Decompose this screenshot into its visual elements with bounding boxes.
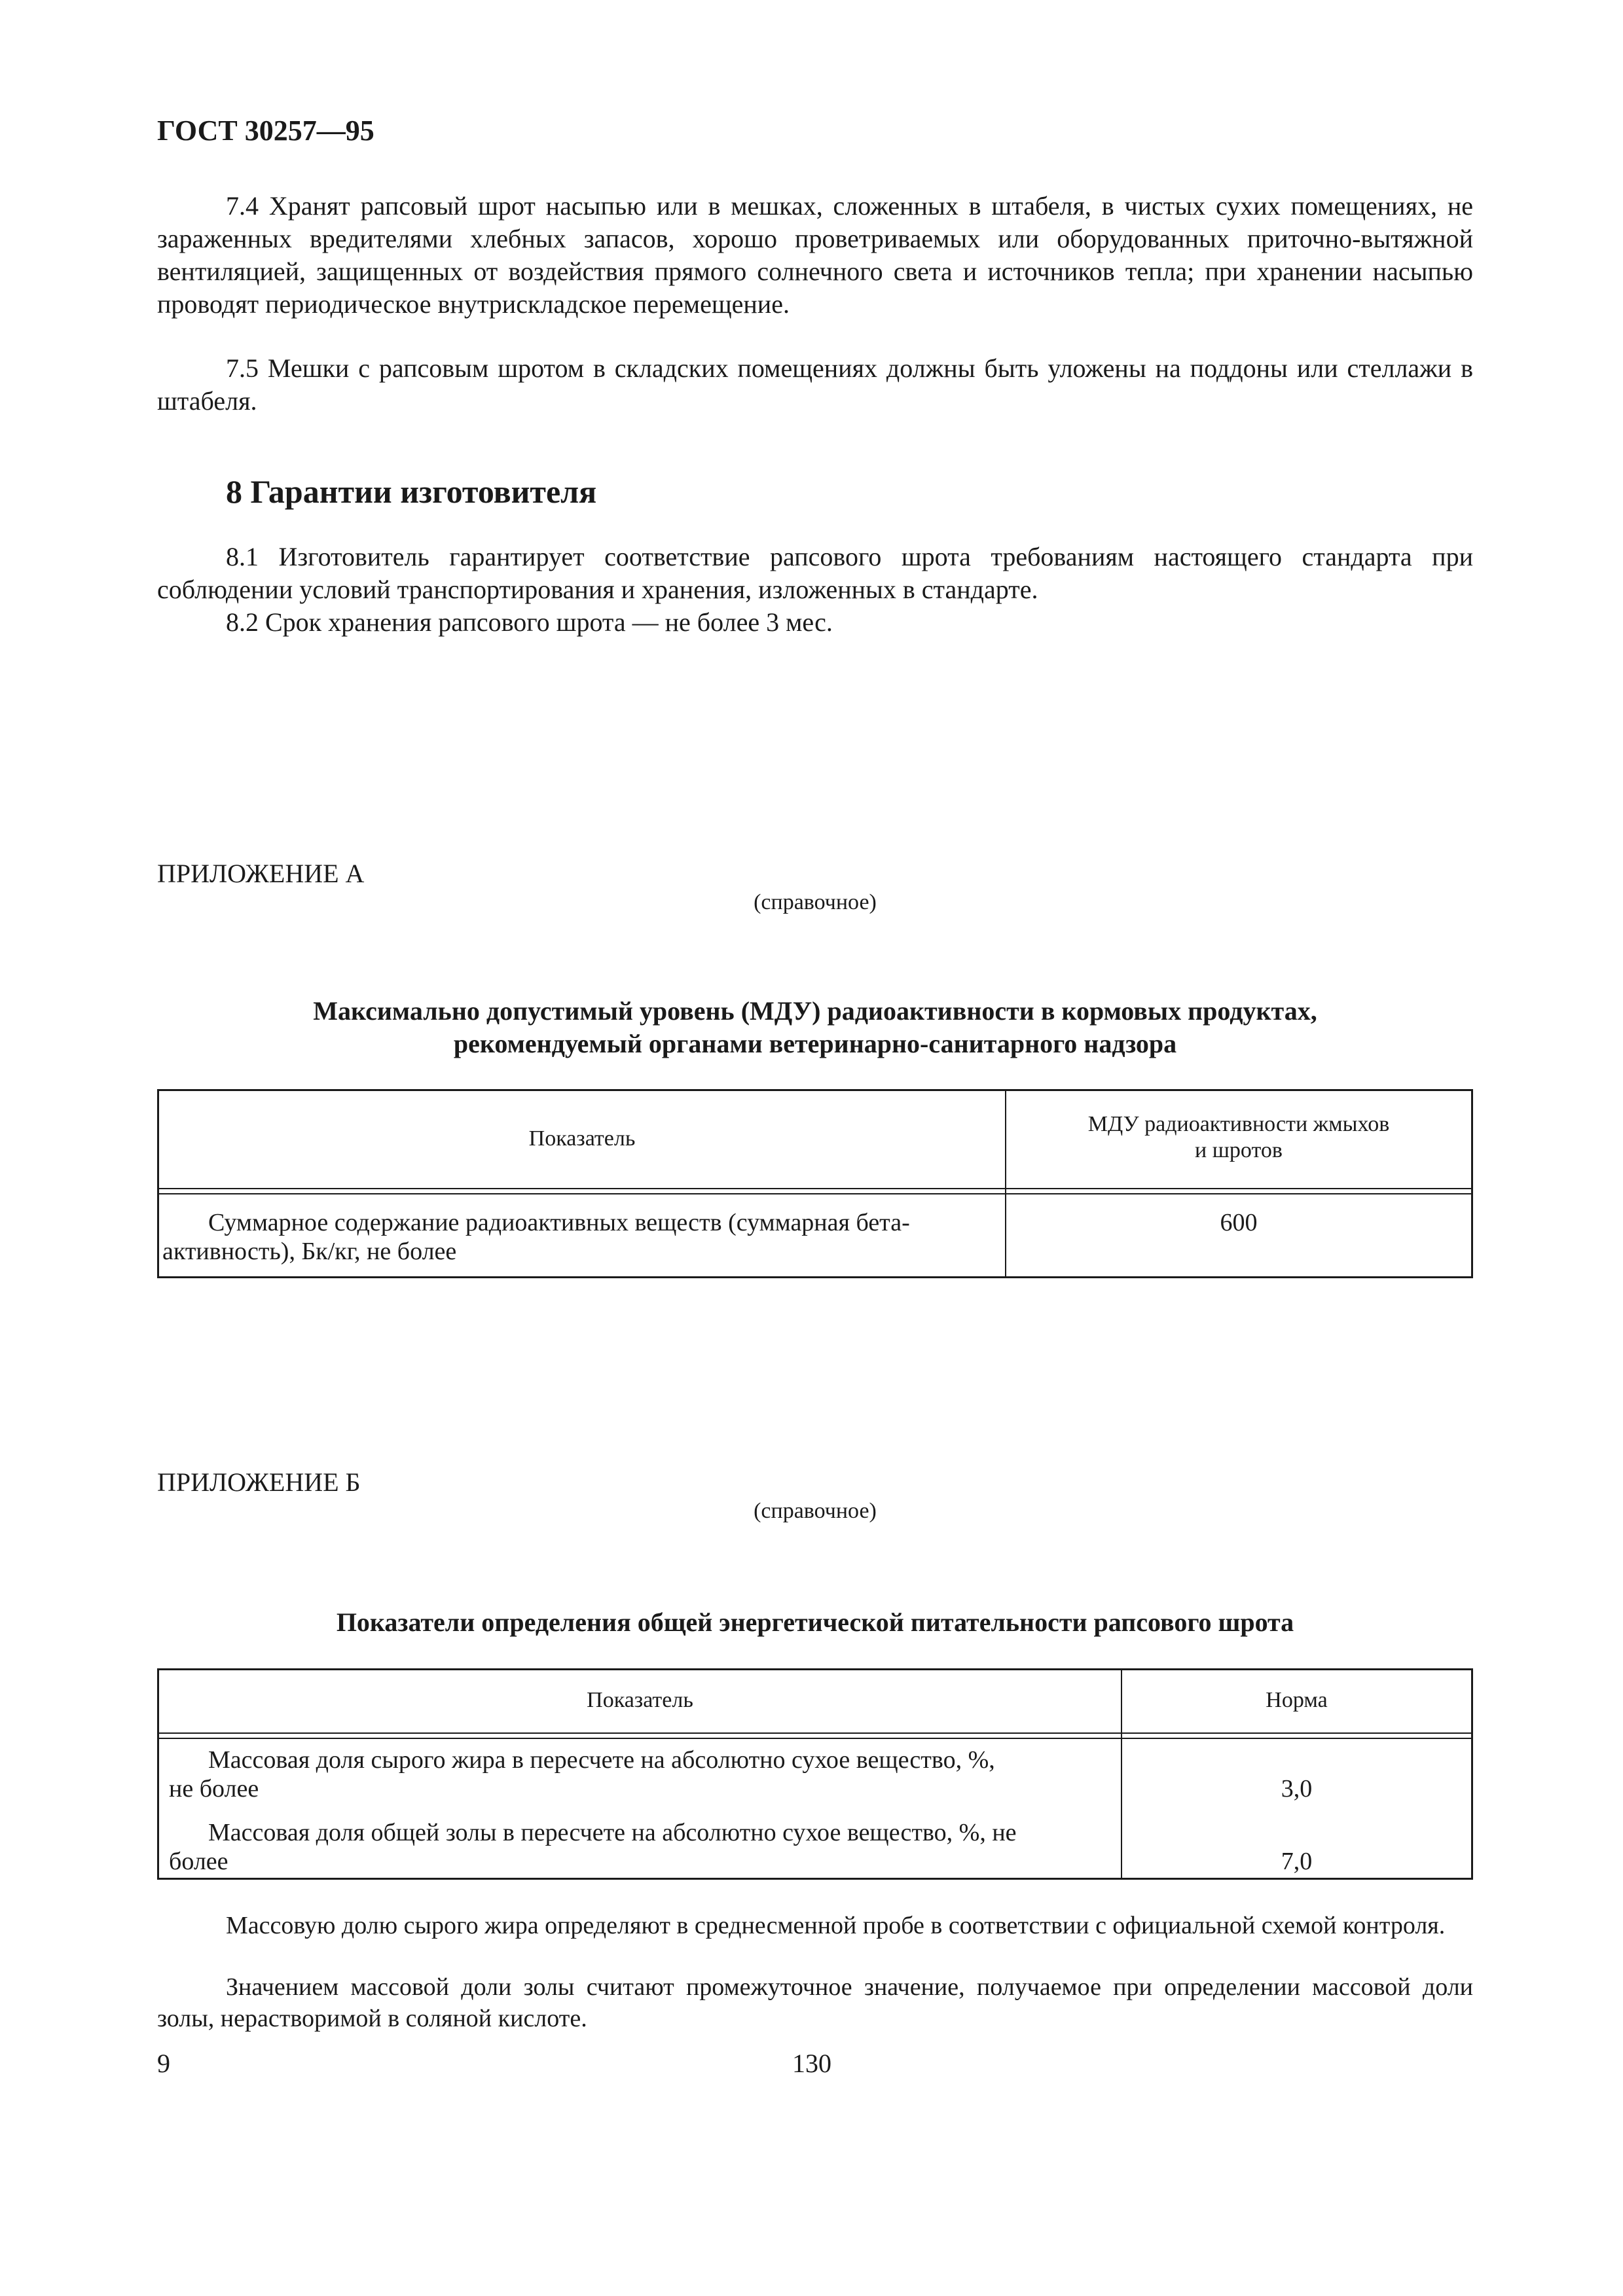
table-a-header-indicator: Показатель: [528, 1126, 636, 1151]
appendix-b-note: (справочное): [754, 1499, 877, 1523]
table-b-row2-indicator-line2: более: [169, 1848, 228, 1875]
page-number: 130: [792, 2049, 831, 2078]
section-8-title: 8 Гарантии изготовителя: [226, 473, 597, 510]
table-b-header-norm: Норма: [1266, 1688, 1328, 1712]
paragraph-7-5: 7.5 Мешки с рапсовым шротом в складских помещениях должны быть уложены на поддоны или стеллажи в штабеля.: [157, 353, 1473, 416]
table-a-row-value: 600: [1220, 1209, 1258, 1236]
table-a-header-mdu-line1: МДУ радиоактивности жмыхов: [1087, 1112, 1390, 1136]
paragraph-8-1: 8.1 Изготовитель гарантирует соответствие рапсового шрота требованиям настоящего стандарта при соблюдении условий транспортирования и хранения, изложенных в стандарте.: [157, 542, 1473, 604]
table-b-row2-value: 7,0: [1281, 1848, 1313, 1875]
table-a-row-indicator-line2: активность), Бк/кг, не более: [162, 1238, 457, 1265]
note-ash: Значением массовой доли золы считают промежуточное значение, получаемое при определении массовой доли золы, нерастворимой в соляной кислоте.: [157, 1973, 1473, 2032]
footer-left-number: 9: [157, 2049, 170, 2078]
paragraph-8-2: 8.2 Срок хранения рапсового шрота — не более 3 мес.: [226, 607, 833, 637]
appendix-a-note: (справочное): [754, 890, 877, 914]
note-fat: Массовую долю сырого жира определяют в среднесменной пробе в соответствии с официальной схемой контроля.: [226, 1912, 1446, 1939]
appendix-a-title-line2: рекомендуемый органами ветеринарно-санитарного надзора: [453, 1029, 1177, 1058]
appendix-a-title-line1: Максимально допустимый уровень (МДУ) радиоактивности в кормовых продуктах,: [313, 996, 1317, 1026]
table-a-header-mdu-line2: и шротов: [1195, 1138, 1283, 1162]
table-b-row1-indicator-line1: Массовая доля сырого жира в пересчете на абсолютно сухое вещество, %,: [208, 1746, 995, 1774]
table-a-row-indicator-line1: Суммарное содержание радиоактивных веществ (суммарная бета-: [208, 1209, 910, 1236]
appendix-a-label: ПРИЛОЖЕНИЕ А: [157, 859, 365, 888]
table-b-row2-indicator-line1: Массовая доля общей золы в пересчете на абсолютно сухое вещество, %, не: [208, 1819, 1017, 1846]
appendix-b-label: ПРИЛОЖЕНИЕ Б: [157, 1467, 361, 1497]
appendix-b-title: Показатели определения общей энергетической питательности рапсового шрота: [336, 1607, 1294, 1637]
table-b-header-indicator: Показатель: [587, 1688, 693, 1712]
table-b-row1-indicator-line2: не более: [169, 1775, 259, 1803]
document-code: ГОСТ 30257—95: [157, 115, 374, 147]
paragraph-7-4: 7.4 Хранят рапсовый шрот насыпью или в мешках, сложенных в штабеля, в чистых сухих помещениях, не зараженных вредителями хлебных запасов, хорошо проветриваемых или оборудованных приточно-вытяжной вентиляцией, защищенных от воздействия прямого солнечного света и источников тепла; при хранении насыпью проводят периодическое внутрискладское перемещение.: [157, 191, 1473, 319]
table-b-row1-value: 3,0: [1281, 1775, 1313, 1803]
